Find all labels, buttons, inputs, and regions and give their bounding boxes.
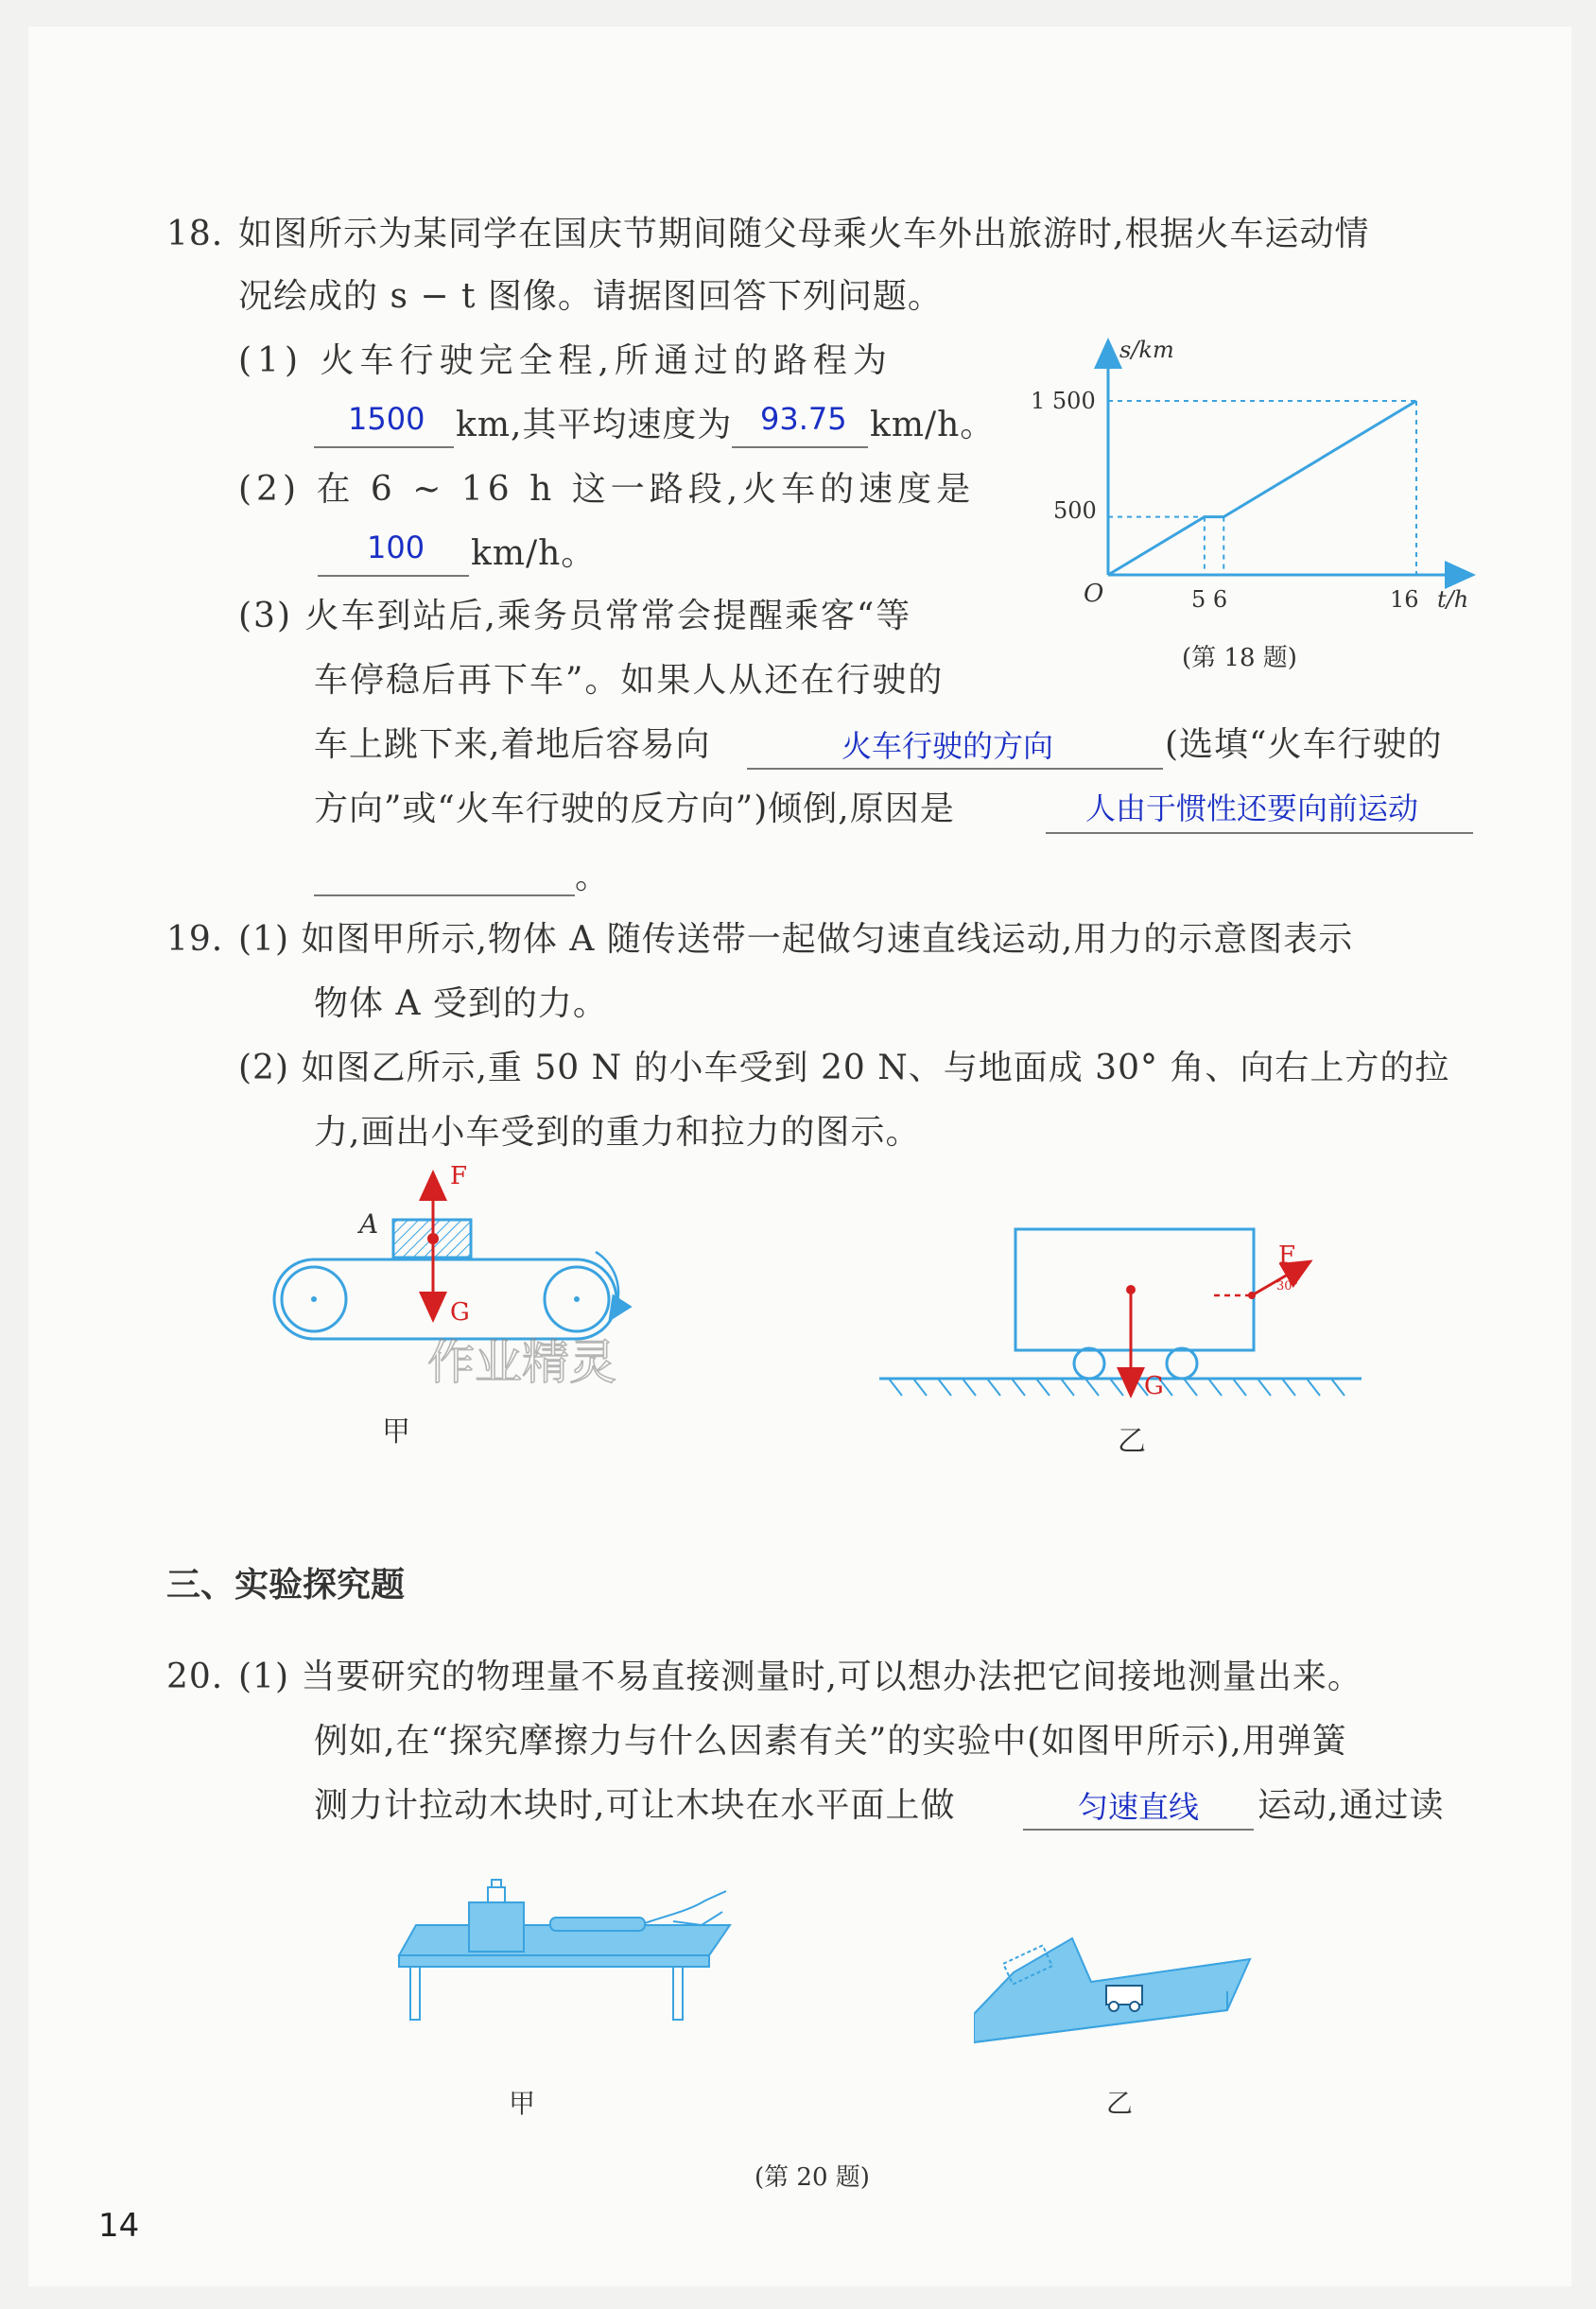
q18-part2-unit: km/h。 [471, 534, 597, 573]
conveyor-belt [274, 1259, 616, 1339]
y-tick-500: 500 [1053, 497, 1097, 524]
guide-lines [1108, 401, 1416, 575]
y-axis-label: s/km [1119, 337, 1174, 363]
q20-number: 20. [166, 1658, 224, 1696]
answer-blank [1046, 832, 1473, 834]
x-tick-16: 16 [1390, 586, 1419, 613]
answer-fall-direction: 火车行驶的方向 [841, 728, 1054, 764]
q19-part2-line2: 力,画出小车受到的重力和拉力的图示。 [314, 1113, 921, 1152]
q20-part1-line3b: 运动,通过读 [1258, 1786, 1445, 1825]
caption-jia-20: 甲 [509, 2088, 536, 2119]
cart-wheel-left [1074, 1348, 1104, 1379]
label-G-cart: G [1144, 1372, 1164, 1400]
page-number: 14 [98, 2207, 140, 2245]
caption-yi: 乙 [1118, 1425, 1146, 1458]
q18-number: 18. [166, 215, 224, 253]
ground-hatching [889, 1379, 1344, 1396]
distance-time-line [1108, 401, 1416, 575]
answer-blank [314, 446, 454, 448]
answer-distance: 1500 [348, 401, 425, 437]
q19-part2-line1: (2) 如图乙所示,重 50 N 的小车受到 20 N、与地面成 30° 角、向右上方的拉 [238, 1049, 1450, 1087]
label-G: G [450, 1298, 470, 1327]
answer-average-speed: 93.75 [760, 401, 847, 437]
q19-part1-line1: (1) 如图甲所示,物体 A 随传送带一起做匀速直线运动,用力的示意图表示 [238, 920, 1354, 959]
q18-part3-line4a: 方向”或“火车行驶的反方向”)倾倒,原因是 [314, 790, 955, 828]
answer-speed: 100 [367, 530, 425, 565]
figure-cart [870, 1207, 1380, 1471]
label-F: F [450, 1162, 468, 1190]
figure-caption-20: (第 20 题) [755, 2163, 870, 2192]
q18-part3-line2: 车停稳后再下车”。如果人从还在行驶的 [314, 661, 945, 700]
spring-scale [550, 1918, 645, 1931]
y-tick-1500: 1 500 [1031, 388, 1096, 414]
label-A: A [359, 1208, 379, 1240]
weight [488, 1887, 505, 1902]
watermark: 作业精灵 [427, 1335, 616, 1390]
wooden-block [469, 1902, 524, 1952]
answer-blank [747, 768, 1163, 770]
q20-part1-line3a: 测力计拉动木块时,可让木块在水平面上做 [314, 1786, 956, 1825]
label-F-cart: F [1278, 1241, 1296, 1270]
q19-number: 19. [166, 920, 224, 959]
q18-part1-unit2: km/h。 [870, 406, 996, 444]
answer-blank [314, 894, 575, 896]
st-graph [1021, 333, 1494, 683]
q20-part1-line1: (1) 当要研究的物理量不易直接测量时,可以想办法把它间接地测量出来。 [238, 1658, 1362, 1696]
q18-part1-unit1: km,其平均速度为 [456, 406, 733, 444]
q18-part2-line1: (2) 在 6 ~ 16 h 这一路段,火车的速度是 [238, 470, 976, 509]
caption-yi-20: 乙 [1106, 2088, 1134, 2119]
q18-part3-line3a: 车上跳下来,着地后容易向 [314, 725, 711, 764]
q18-stem-line1: 如图所示为某同学在国庆节期间随父母乘火车外出旅游时,根据火车运动情 [238, 215, 1370, 253]
cart-wheel-right [1167, 1348, 1197, 1379]
answer-motion: 匀速直线 [1078, 1789, 1200, 1825]
q18-part3-line1: (3) 火车到站后,乘务员常常会提醒乘客“等 [238, 597, 912, 635]
q20-part1-line2: 例如,在“探究摩擦力与什么因素有关”的实验中(如图甲所示),用弹簧 [314, 1722, 1347, 1761]
x-tick-5-6: 5 6 [1191, 586, 1228, 613]
q18-part1-line1: (1) 火车行驶完全程,所通过的路程为 [238, 341, 893, 380]
hand [645, 1891, 726, 1925]
q18-stem-line2: 况绘成的 s − t 图像。请据图回答下列问题。 [238, 277, 943, 316]
figure-conveyor-belt [265, 1159, 662, 1462]
q19-part1-line2: 物体 A 受到的力。 [314, 984, 608, 1023]
caption-jia: 甲 [382, 1415, 410, 1449]
x-axis-label: t/h [1437, 586, 1469, 613]
answer-blank [1023, 1829, 1254, 1831]
answer-blank [318, 575, 469, 577]
table-leg [410, 1967, 420, 2020]
q18-part3-end: 。 [575, 858, 611, 896]
section-title: 三、实验探究题 [166, 1566, 406, 1605]
answer-blank [732, 446, 868, 448]
q18-part3-line3b: (选填“火车行驶的 [1165, 725, 1443, 764]
origin-label: O [1084, 580, 1104, 608]
figure-friction-table [390, 1868, 749, 2124]
table-leg [673, 1967, 683, 2020]
figure-incline [974, 1916, 1258, 2124]
figure-caption-18: (第 18 题) [1182, 644, 1297, 672]
answer-reason: 人由于惯性还要向前运动 [1085, 790, 1419, 826]
angle-label: 30° [1276, 1279, 1299, 1293]
